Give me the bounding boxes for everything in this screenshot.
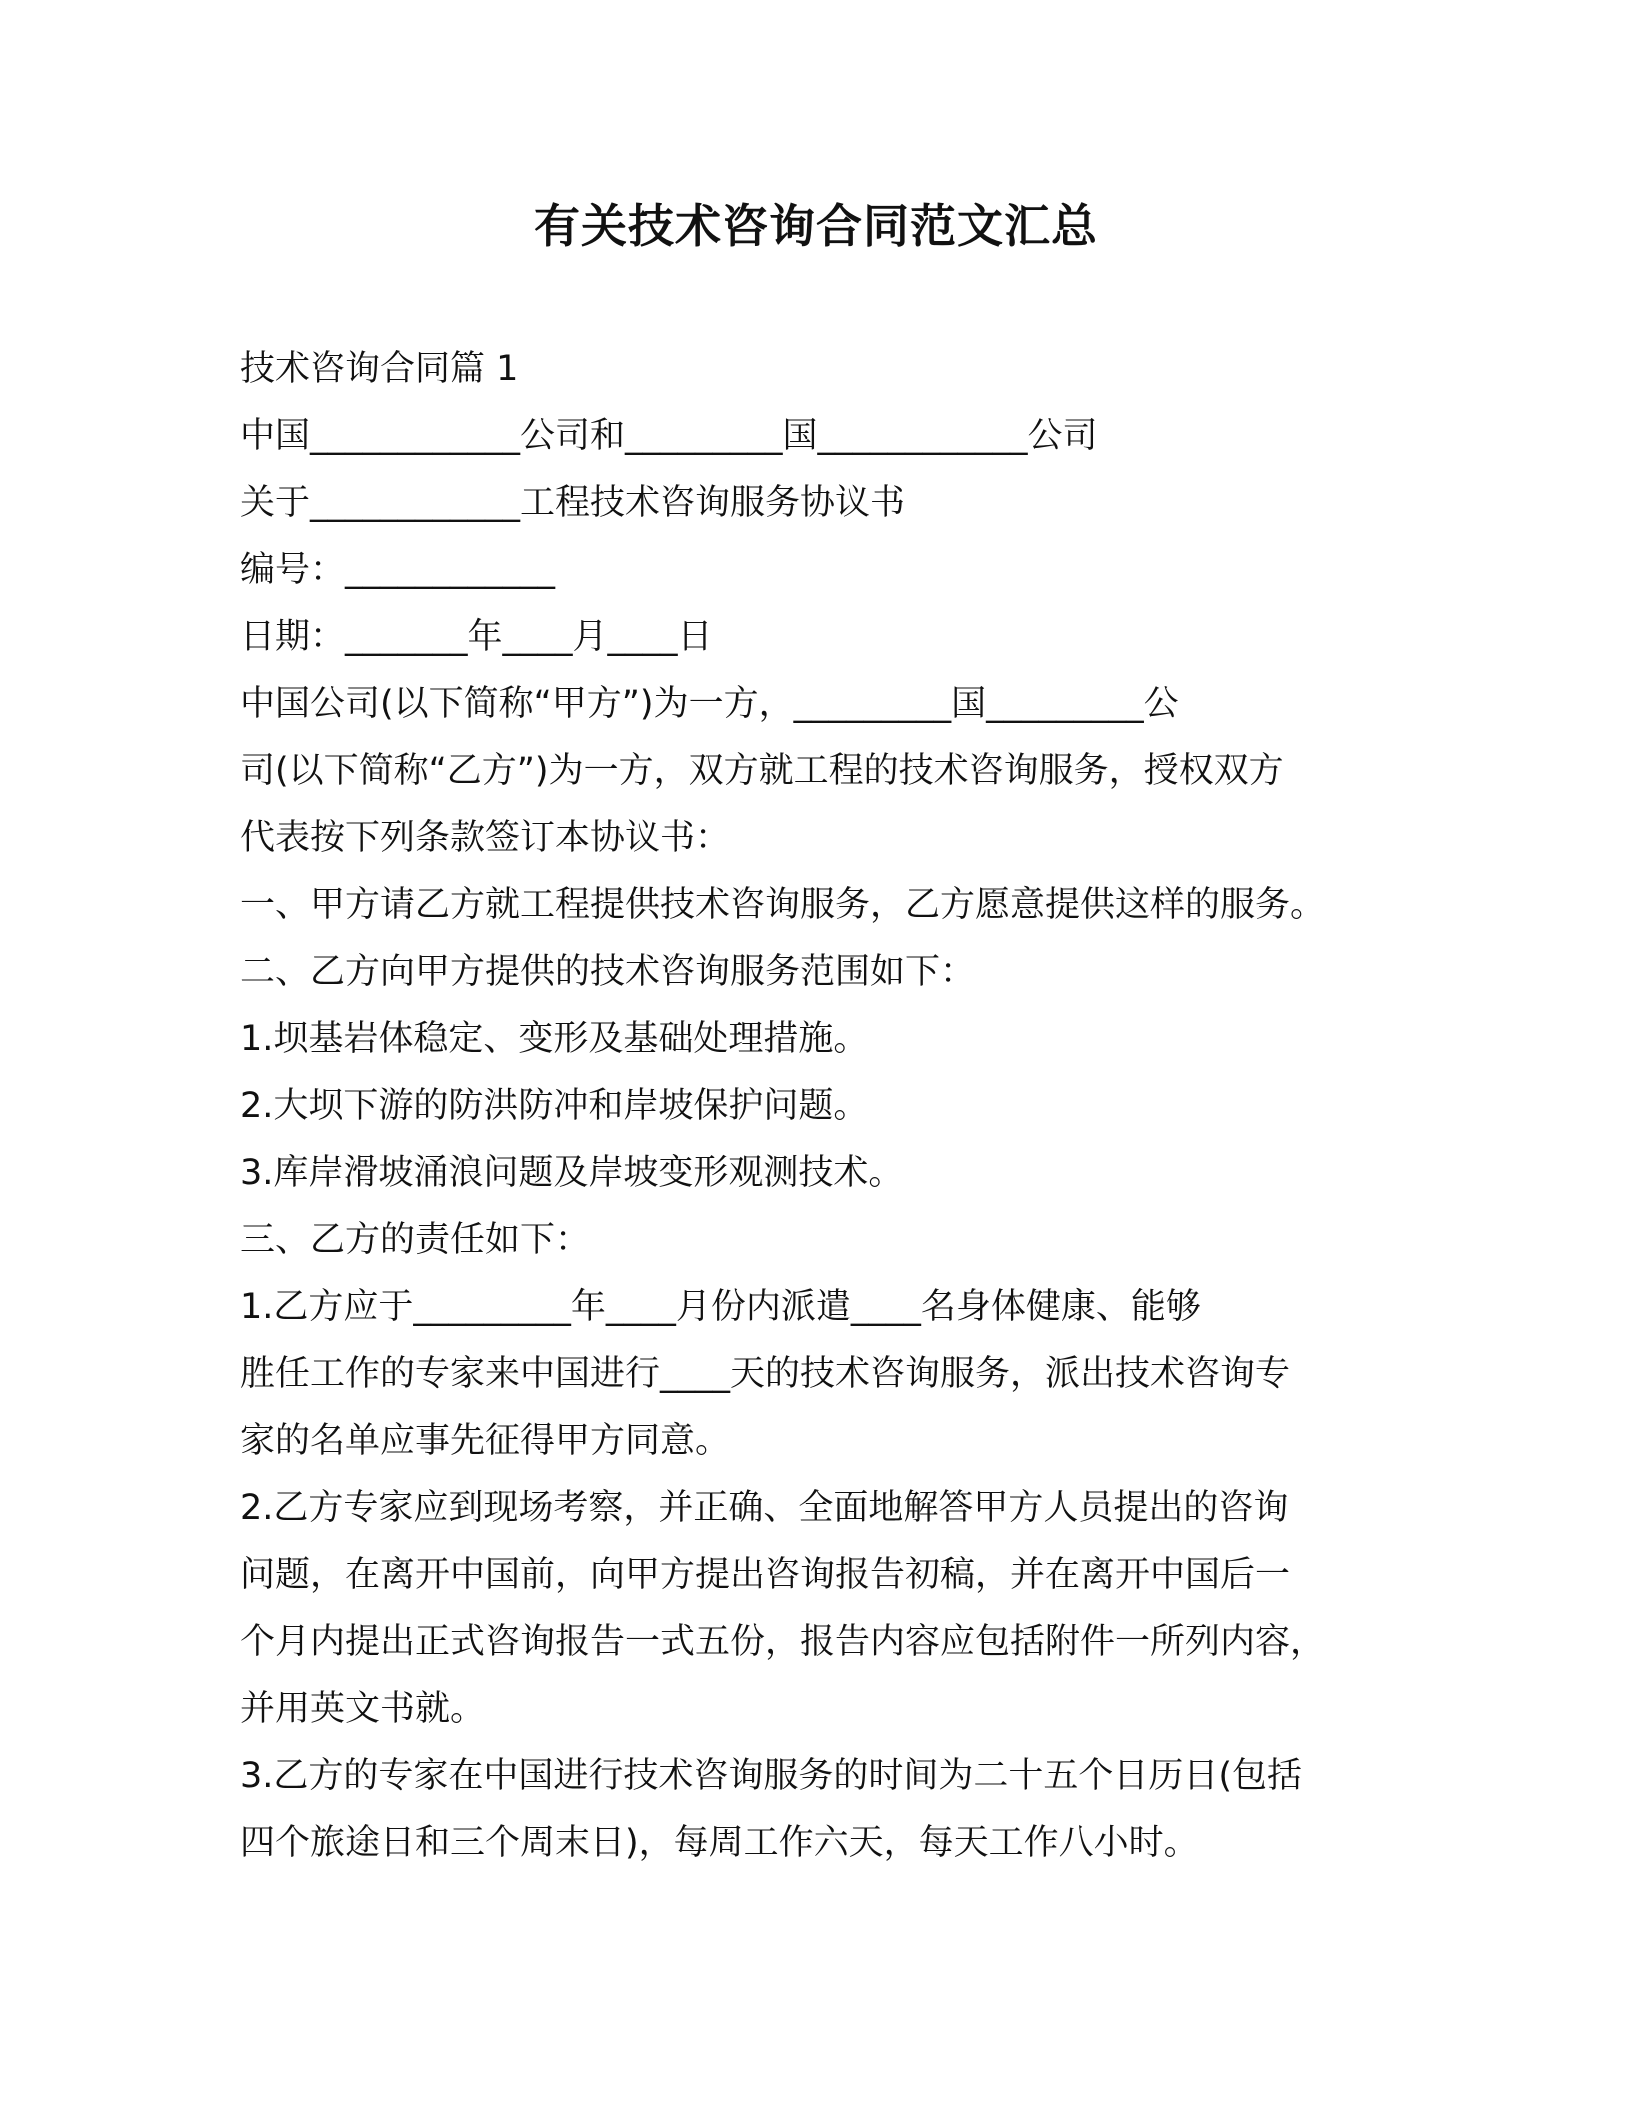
text-line: 二、乙方向甲方提供的技术咨询服务范围如下： bbox=[240, 952, 976, 992]
text-line: 中国____________公司和_________国____________公司 bbox=[240, 416, 1098, 456]
text-line: 1.乙方应于_________年____月份内派遣____名身体健康、能够 bbox=[240, 1287, 1201, 1327]
text-line: 四个旅途日和三个周末日)，每周工作六天，每天工作八小时。 bbox=[240, 1823, 1199, 1863]
section-heading: 技术咨询合同篇 1 bbox=[240, 349, 519, 389]
text-line: 一、甲方请乙方就工程提供技术咨询服务，乙方愿意提供这样的服务。 bbox=[240, 885, 1326, 925]
text-line: 司(以下简称“乙方”)为一方，双方就工程的技术咨询服务，授权双方 bbox=[240, 751, 1284, 791]
text-line: 日期：_______年____月____日 bbox=[240, 617, 713, 657]
text-line: 2.乙方专家应到现场考察，并正确、全面地解答甲方人员提出的咨询 bbox=[240, 1488, 1289, 1528]
text-line: 问题，在离开中国前，向甲方提出咨询报告初稿，并在离开中国后一 bbox=[240, 1555, 1291, 1595]
text-line: 编号：____________ bbox=[240, 550, 556, 590]
text-line: 并用英文书就。 bbox=[240, 1689, 486, 1729]
text-line: 家的名单应事先征得甲方同意。 bbox=[240, 1421, 731, 1461]
text-line: 个月内提出正式咨询报告一式五份，报告内容应包括附件一所列内容， bbox=[240, 1622, 1326, 1662]
document-title: 有关技术咨询合同范文汇总 bbox=[534, 199, 1098, 253]
text-line: 胜任工作的专家来中国进行____天的技术咨询服务，派出技术咨询专 bbox=[240, 1354, 1291, 1394]
text-line: 1.坝基岩体稳定、变形及基础处理措施。 bbox=[240, 1019, 869, 1059]
text-line: 3.乙方的专家在中国进行技术咨询服务的时间为二十五个日历日(包括 bbox=[240, 1756, 1303, 1796]
text-line: 代表按下列条款签订本协议书： bbox=[240, 818, 731, 858]
text-line: 中国公司(以下简称“甲方”)为一方，_________国_________公 bbox=[240, 684, 1179, 724]
text-line: 关于____________工程技术咨询服务协议书 bbox=[240, 483, 906, 523]
document-body bbox=[240, 336, 1400, 1877]
text-line: 2.大坝下游的防洪防冲和岸坡保护问题。 bbox=[240, 1086, 869, 1126]
text-line: 三、乙方的责任如下： bbox=[240, 1220, 591, 1260]
text-line: 3.库岸滑坡涌浪问题及岸坡变形观测技术。 bbox=[240, 1153, 904, 1193]
